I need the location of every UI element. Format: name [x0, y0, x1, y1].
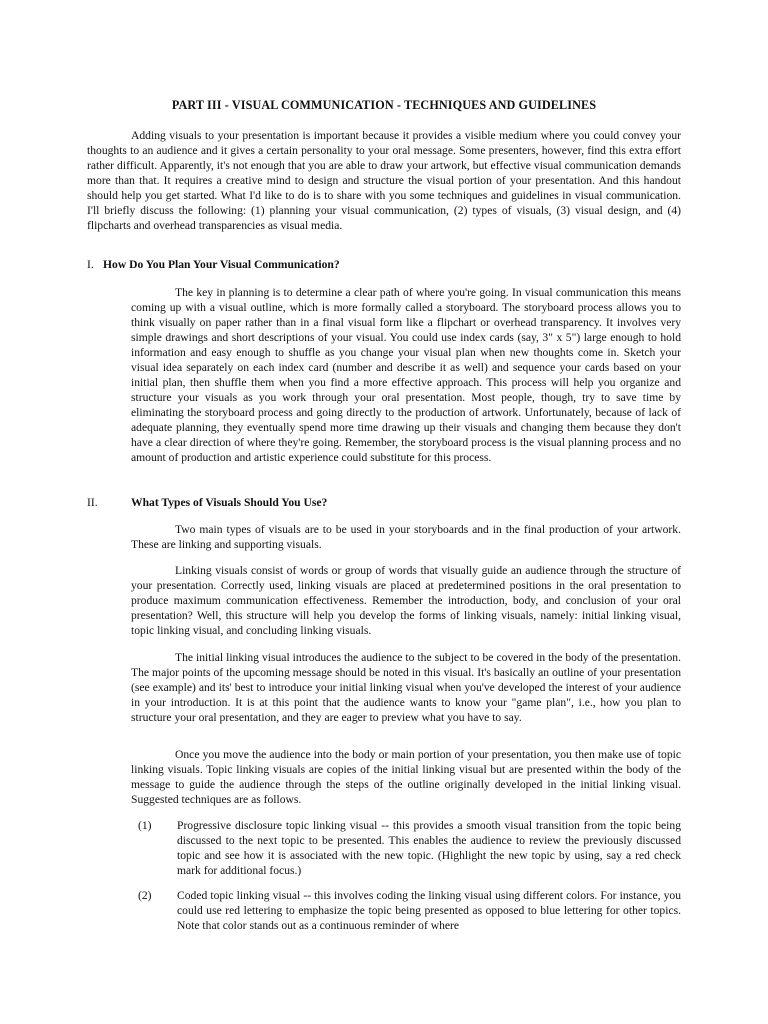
section-2-paragraph-3-block: [131, 650, 681, 725]
section-2-paragraph-3: The initial linking visual introduces the audience to the subject to be covered in the body of the presentation. The major points of the upcoming message should be noted in this visual. It's basically an outline of your presentation (see example) and its' best to introduce your initial linking visual when you've developed the interest of your audience in your introduction. It is at this point that the audience wants to know your "game plan", i.e., how you plan to structure your oral presentation, and they are eager to preview what you have to say.: [131, 651, 681, 724]
list-item: [131, 888, 681, 933]
section-1-paragraph: The key in planning is to determine a clear path of where you're going. In visual communication this means coming up with a visual outline, which is more formally called a storyboard. The storyboard process allows you to think visually on paper rather than in a final visual form like a flipchart or overhead transparency. It involves very simple drawings and short descriptions of your visual. You could use index cards (say, 3" x 5") large enough to hold information and easy enough to shuffle as you change your visual plan when new thoughts come in. Sketch your visual idea separately on each index card (number and describe it as well) and sequence your cards based on your initial plan, then shuffle them when you find a more effective approach. This process will help you organize and structure your visuals as you work through your oral presentation. Most people, though, try to save time by eliminating the storyboard process and going directly to the production of artwork. Unfortunately, because of lack of adequate planning, they eventually spend more time drawing up their visuals and changing them because they don't have a clear direction of where they're going. Remember, the storyboard process is the visual planning process and no amount of production and artistic experience could substitute for this process.: [131, 286, 681, 464]
section-1-title: How Do You Plan Your Visual Communication?: [103, 258, 340, 271]
section-2-paragraph-1-block: [131, 522, 681, 552]
section-1-number: I.: [87, 258, 94, 271]
list-item-number: (1): [138, 819, 152, 832]
section-2-paragraph-1: Two main types of visuals are to be used in your storyboards and in the final production of your artwork. These are linking and supporting visuals.: [131, 523, 681, 551]
list-item-text: Coded topic linking visual -- this involves coding the linking visual using different colors. For instance, you could use red lettering to emphasize the topic being presented as opposed to blue lettering for other topics. Note that color stands out as a continuous reminder of where: [177, 889, 681, 932]
section-1-heading: [87, 257, 340, 272]
section-2-number: II.: [87, 496, 98, 509]
section-2-paragraph-4-block: [131, 747, 681, 807]
section-2-title: What Types of Visuals Should You Use?: [131, 496, 328, 509]
document-title: PART III - VISUAL COMMUNICATION - TECHNIQUES AND GUIDELINES: [171, 98, 597, 112]
section-2-paragraph-2-block: [131, 563, 681, 638]
list-item: [131, 818, 681, 878]
intro-paragraph: Adding visuals to your presentation is important because it provides a visible medium where you could convey your thoughts to an audience and it gives a certain personality to your oral message. Some presenters, however, find this extra effort rather difficult. Apparently, it's not enough that you are able to draw your artwork, but effective visual communication demands more than that. It requires a creative mind to design and structure the visual portion of your presentation. And this handout should help you get started. What I'd like to do is to share with you some techniques and guidelines in visual communication. I'll briefly discuss the following: (1) planning your visual communication, (2) types of visuals, (3) visual design, and (4) flipcharts and overhead transparencies as visual media.: [87, 129, 681, 232]
section-2-paragraph-2: Linking visuals consist of words or group of words that visually guide an audience through the structure of your presentation. Correctly used, linking visuals are placed at predetermined positions in the oral presentation to produce maximum communication effectiveness. Remember the introduction, body, and conclusion of your oral presentation? Well, this structure will help you develop the forms of linking visuals, namely: initial linking visual, topic linking visual, and concluding linking visuals.: [131, 564, 681, 637]
intro-paragraph-block: [87, 128, 681, 233]
list-item-number: (2): [138, 889, 152, 902]
list-item-text: Progressive disclosure topic linking visual -- this provides a smooth visual transition from the topic being discussed to the next topic to be presented. This enables the audience to review the previously discussed topic and see how it is associated with the new topic. (Highlight the new topic by using, say a red check mark for additional focus.): [177, 819, 681, 877]
section-2-heading: [87, 495, 327, 510]
section-2-paragraph-4: Once you move the audience into the body or main portion of your presentation, you then make use of topic linking visuals. Topic linking visuals are copies of the initial linking visual but are presented within the body of the message to guide the audience through the steps of the outline originally developed in the initial linking visual. Suggested techniques are as follows.: [131, 748, 681, 806]
section-1-paragraph-block: [131, 285, 681, 465]
